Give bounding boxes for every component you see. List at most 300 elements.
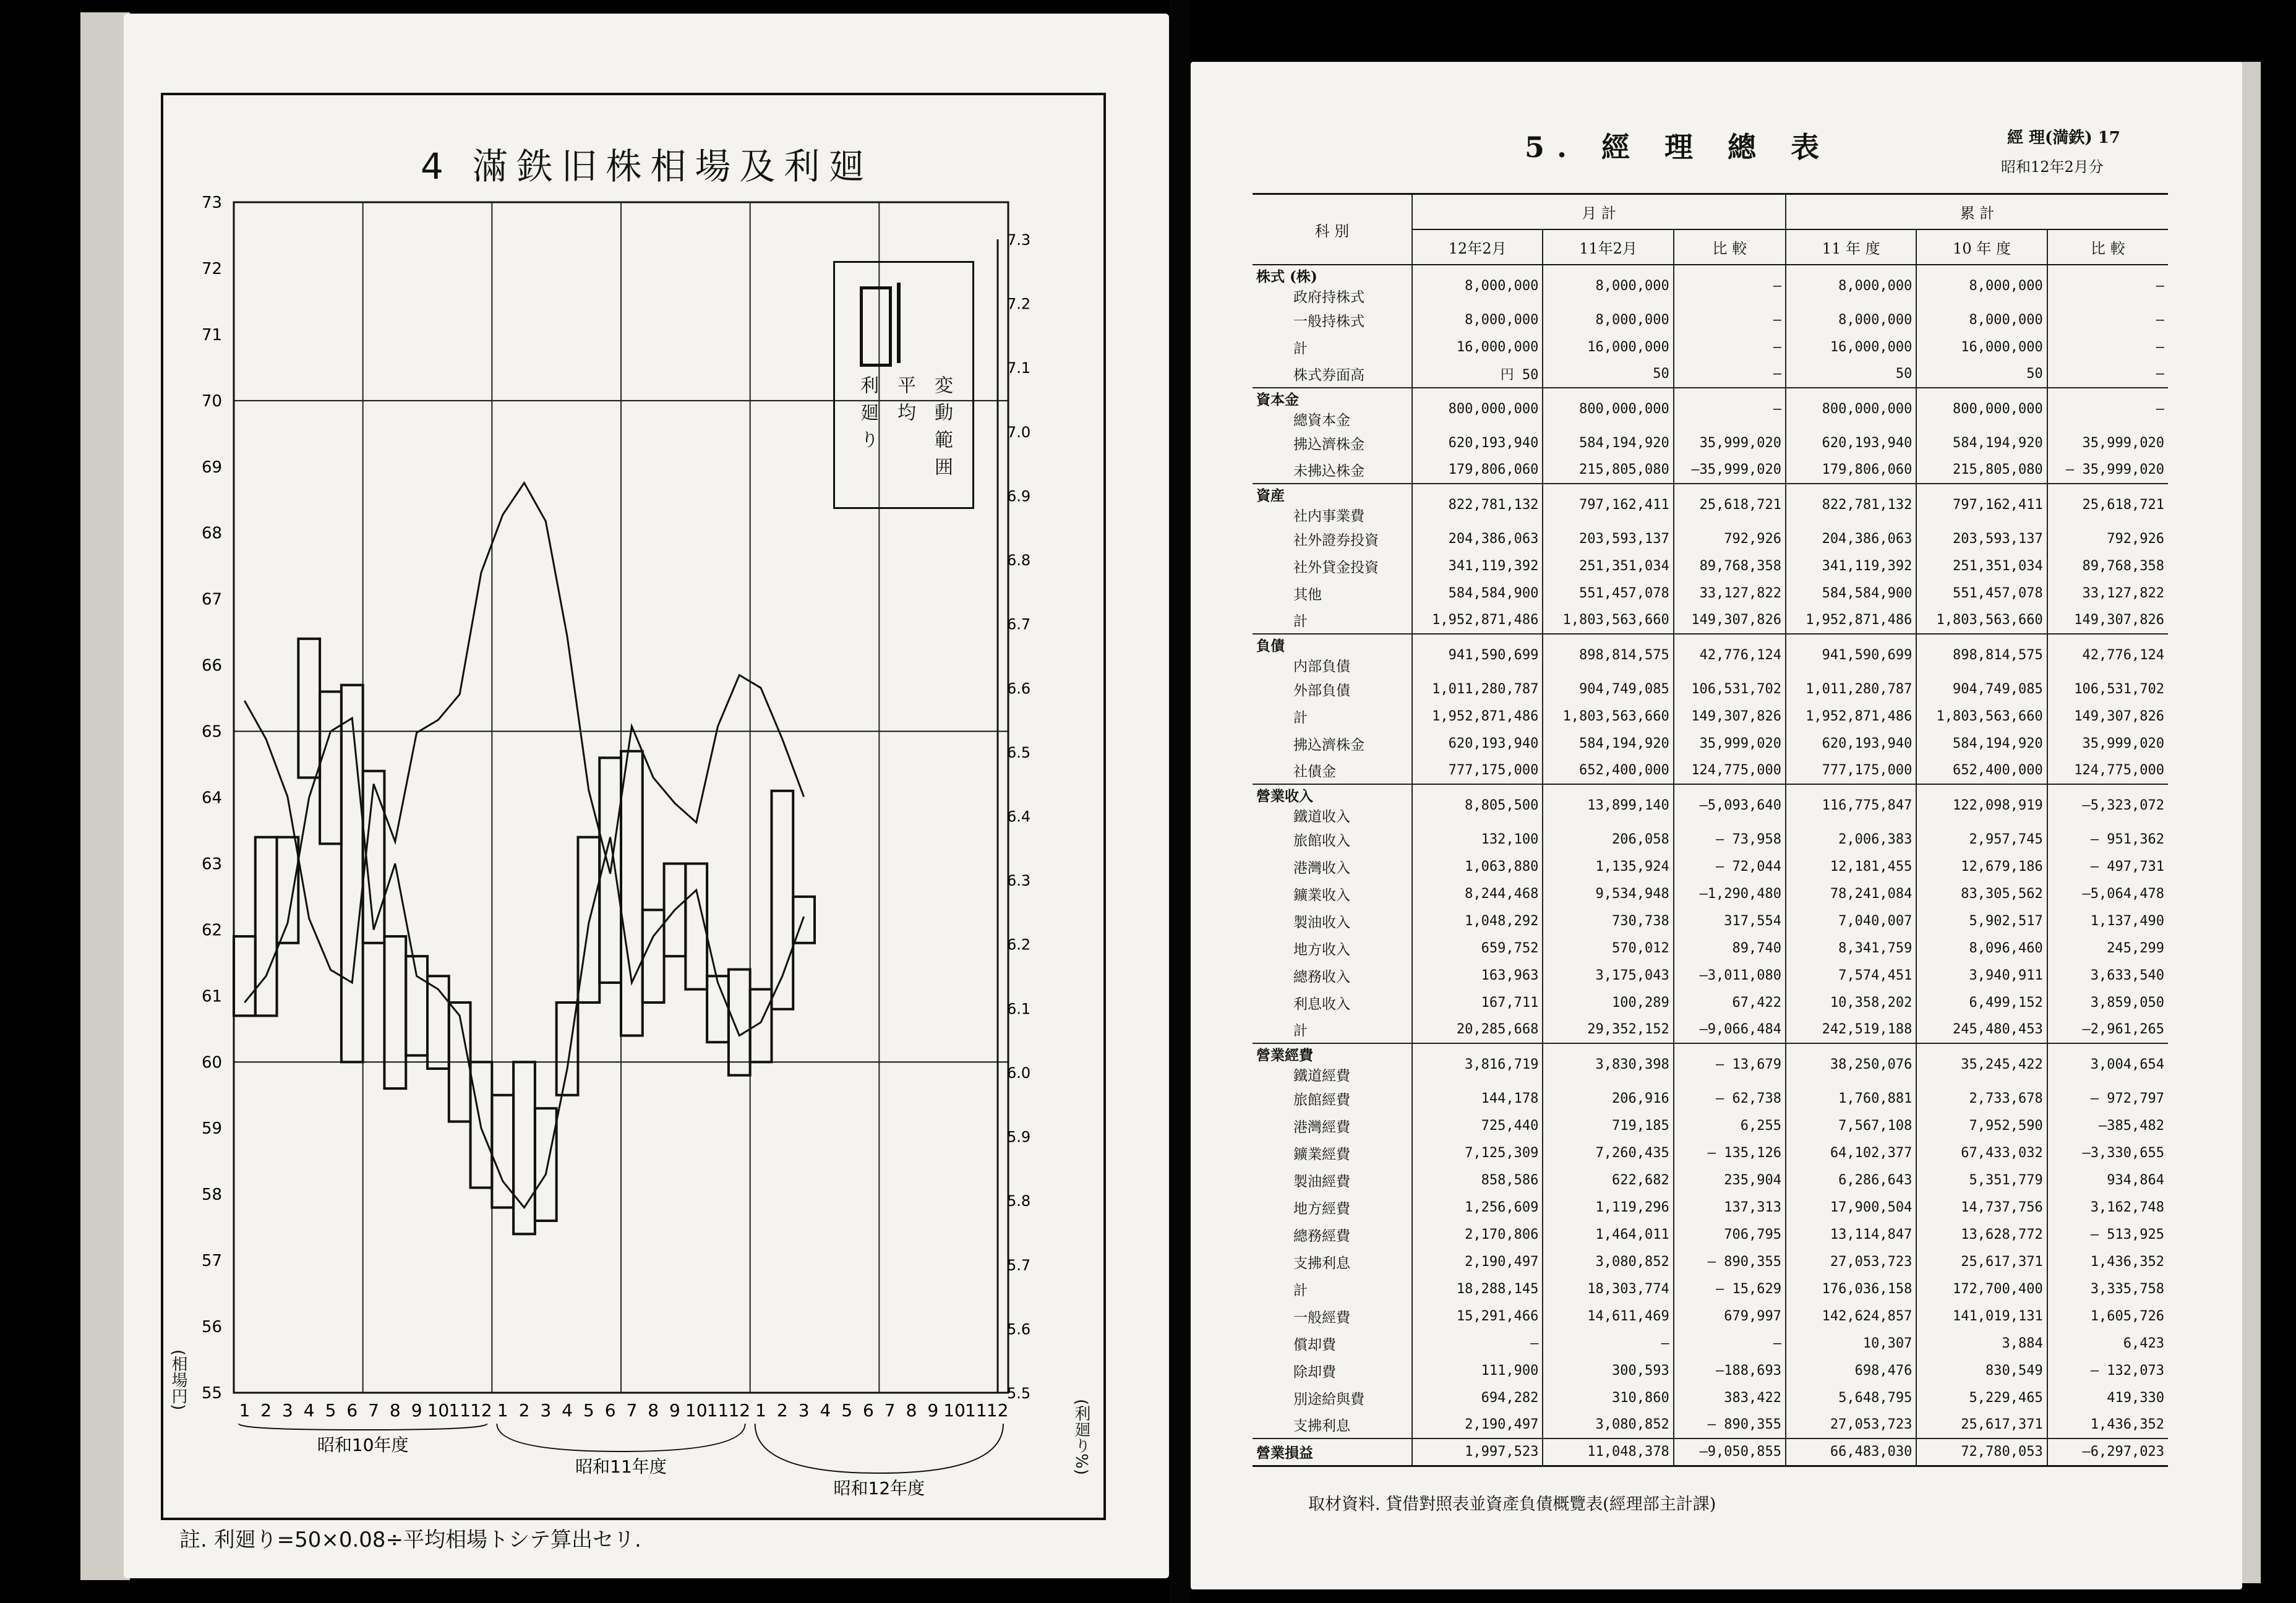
value-cell: 245,299: [2047, 934, 2168, 962]
value-cell: — 62,738: [1674, 1085, 1786, 1112]
row-label: 計: [1293, 613, 1308, 630]
value-cell: 830,549: [1916, 1357, 2047, 1384]
row-label: 利息收入: [1293, 996, 1350, 1012]
value-cell: 42,776,124: [1674, 634, 1786, 675]
value-cell: 858,586: [1412, 1166, 1543, 1194]
range-bar: [298, 639, 320, 778]
left-tick-label: 68: [202, 524, 223, 543]
row-label-cell: [1253, 1043, 1412, 1085]
row-label-cell: [1253, 429, 1412, 456]
year-bracket: [239, 1424, 487, 1430]
row-label-cell: [1253, 552, 1412, 579]
value-cell: 64,102,377: [1786, 1139, 1916, 1166]
value-cell: — 15,629: [1674, 1275, 1786, 1302]
col-header: 10 年 度: [1916, 229, 2047, 265]
value-cell: 904,749,085: [1916, 675, 2047, 703]
value-cell: —5,323,072: [2047, 784, 2168, 826]
value-cell: 1,760,881: [1786, 1085, 1916, 1112]
value-cell: 204,386,063: [1412, 525, 1543, 552]
value-cell: 8,341,759: [1786, 934, 1916, 962]
value-cell: 1,803,563,660: [1543, 703, 1673, 730]
table-row: [1253, 579, 2168, 607]
left-tick-label: 67: [202, 590, 223, 609]
legend-mean-label: 平均: [894, 375, 915, 430]
month-label: 4: [820, 1400, 831, 1421]
table-row: [1253, 1016, 2168, 1043]
row-label: 地方經費: [1293, 1200, 1350, 1217]
value-cell: 35,999,020: [2047, 730, 2168, 757]
value-cell: —3,011,080: [1674, 962, 1786, 989]
year-bracket: [755, 1424, 1003, 1473]
row-label: 株式券面高: [1293, 367, 1364, 383]
value-cell: 1,803,563,660: [1543, 607, 1673, 634]
col-header: 11 年 度: [1786, 229, 1916, 265]
value-cell: 50: [1786, 361, 1916, 388]
left-tick-label: 56: [202, 1318, 223, 1337]
row-label: 港灣經費: [1293, 1119, 1350, 1135]
month-label: 7: [368, 1400, 379, 1421]
table-row: [1253, 1194, 2168, 1221]
month-label: 7: [884, 1400, 896, 1421]
value-cell: 2,170,806: [1412, 1221, 1543, 1248]
value-cell: 3,004,654: [2047, 1043, 2168, 1085]
month-label: 6: [346, 1400, 358, 1421]
value-cell: 1,605,726: [2047, 1302, 2168, 1330]
value-cell: 66,483,030: [1786, 1438, 1916, 1466]
value-cell: 698,476: [1786, 1357, 1916, 1384]
value-cell: —: [1674, 361, 1786, 388]
month-label: 8: [389, 1400, 401, 1421]
left-tick-label: 66: [202, 656, 223, 675]
value-cell: 620,193,940: [1786, 730, 1916, 757]
month-label: 1: [497, 1400, 508, 1421]
row-label-cell: [1253, 1384, 1412, 1411]
value-cell: 242,519,188: [1786, 1016, 1916, 1043]
value-cell: 141,019,131: [1916, 1302, 2047, 1330]
value-cell: 106,531,702: [1674, 675, 1786, 703]
value-cell: —5,093,640: [1674, 784, 1786, 826]
value-cell: 383,422: [1674, 1384, 1786, 1411]
table-row: [1253, 1139, 2168, 1166]
value-cell: — 890,355: [1674, 1411, 1786, 1438]
value-cell: 7,040,007: [1786, 907, 1916, 934]
row-label-cell: [1253, 757, 1412, 784]
value-cell: 934,864: [2047, 1166, 2168, 1194]
left-tick-label: 65: [202, 722, 223, 742]
value-cell: 206,058: [1543, 826, 1673, 853]
value-cell: 694,282: [1412, 1384, 1543, 1411]
value-cell: 584,584,900: [1786, 579, 1916, 607]
value-cell: —: [1674, 306, 1786, 333]
value-cell: —: [2047, 306, 2168, 333]
value-cell: 898,814,575: [1916, 634, 2047, 675]
table-row: [1253, 306, 2168, 333]
value-cell: 551,457,078: [1916, 579, 2047, 607]
month-label: 12: [728, 1400, 751, 1421]
row-label: 支拂利息: [1293, 1418, 1350, 1434]
table-row: [1253, 1221, 2168, 1248]
value-cell: 6,255: [1674, 1112, 1786, 1139]
value-cell: 142,624,857: [1786, 1302, 1916, 1330]
month-label: 4: [562, 1400, 573, 1421]
value-cell: 18,288,145: [1412, 1275, 1543, 1302]
value-cell: 149,307,826: [2047, 703, 2168, 730]
row-label: 總資本金: [1293, 413, 1350, 429]
value-cell: 800,000,000: [1916, 388, 2047, 429]
value-cell: 33,127,822: [1674, 579, 1786, 607]
value-cell: 16,000,000: [1543, 333, 1673, 361]
value-cell: 124,775,000: [2047, 757, 2168, 784]
table-row: [1253, 1438, 2168, 1466]
value-cell: 67,433,032: [1916, 1139, 2047, 1166]
value-cell: 149,307,826: [2047, 607, 2168, 634]
value-cell: 8,244,468: [1412, 880, 1543, 907]
range-bar: [707, 976, 729, 1042]
row-group: 營業經費: [1256, 1047, 1313, 1064]
row-label-cell: [1253, 634, 1412, 675]
month-label: 3: [798, 1400, 810, 1421]
right-tick-label: 6.4: [1007, 808, 1031, 826]
value-cell: 822,781,132: [1412, 484, 1543, 525]
value-cell: —: [1674, 388, 1786, 429]
value-cell: 12,679,186: [1916, 853, 2047, 880]
left-tick-label: 73: [202, 194, 223, 212]
month-label: 11: [706, 1400, 729, 1421]
value-cell: 3,175,043: [1543, 962, 1673, 989]
value-cell: 8,000,000: [1543, 265, 1673, 306]
value-cell: 10,358,202: [1786, 989, 1916, 1016]
left-tick-label: 69: [202, 458, 223, 477]
left-axis-label: (相場円): [169, 1349, 187, 1411]
value-cell: 13,114,847: [1786, 1221, 1916, 1248]
value-cell: —188,693: [1674, 1357, 1786, 1384]
row-label: 別途給與費: [1293, 1391, 1364, 1408]
row-label-cell: [1253, 784, 1412, 826]
value-cell: 163,963: [1412, 962, 1543, 989]
month-label: 3: [540, 1400, 552, 1421]
value-cell: —9,050,855: [1674, 1438, 1786, 1466]
value-cell: 1,011,280,787: [1412, 675, 1543, 703]
month-label: 2: [518, 1400, 530, 1421]
value-cell: 111,900: [1412, 1357, 1543, 1384]
value-cell: 941,590,699: [1786, 634, 1916, 675]
value-cell: — 513,925: [2047, 1221, 2168, 1248]
value-cell: 25,617,371: [1916, 1411, 2047, 1438]
value-cell: 67,422: [1674, 989, 1786, 1016]
table-row: [1253, 525, 2168, 552]
value-cell: 800,000,000: [1412, 388, 1543, 429]
value-cell: 584,584,900: [1412, 579, 1543, 607]
value-cell: 797,162,411: [1916, 484, 2047, 525]
value-cell: 円 50: [1412, 361, 1543, 388]
row-label: 鐵道經費: [1293, 1068, 1350, 1084]
book-spine: [1169, 0, 1191, 1603]
left-tick-label: 58: [202, 1186, 223, 1205]
right-tick-label: 5.6: [1007, 1320, 1031, 1338]
right-tick-label: 5.5: [1007, 1385, 1031, 1402]
value-cell: 116,775,847: [1786, 784, 1916, 826]
row-label-cell: [1253, 1302, 1412, 1330]
value-cell: —35,999,020: [1674, 456, 1786, 484]
value-cell: 83,305,562: [1916, 880, 2047, 907]
month-label: 9: [669, 1400, 680, 1421]
value-cell: 14,611,469: [1543, 1302, 1673, 1330]
table-row: [1253, 429, 2168, 456]
table-row: [1253, 934, 2168, 962]
value-cell: 203,593,137: [1543, 525, 1673, 552]
year-label: 昭和12年度: [833, 1478, 925, 1498]
value-cell: 14,737,756: [1916, 1194, 2047, 1221]
month-label: 5: [325, 1400, 336, 1421]
month-label: 10: [943, 1400, 966, 1421]
value-cell: 35,999,020: [1674, 429, 1786, 456]
month-label: 1: [755, 1400, 766, 1421]
value-cell: 898,814,575: [1543, 634, 1673, 675]
value-cell: —5,064,478: [2047, 880, 2168, 907]
row-label: 拂込濟株金: [1293, 436, 1364, 453]
left-tick-label: 57: [202, 1252, 223, 1271]
value-cell: 3,859,050: [2047, 989, 2168, 1016]
table-row: [1253, 989, 2168, 1016]
value-cell: 2,957,745: [1916, 826, 2047, 853]
value-cell: 204,386,063: [1786, 525, 1916, 552]
value-cell: 1,952,871,486: [1412, 607, 1543, 634]
value-cell: —2,961,265: [2047, 1016, 2168, 1043]
value-cell: 792,926: [2047, 525, 2168, 552]
range-bar: [535, 1108, 557, 1221]
row-label: 社内事業費: [1293, 508, 1364, 524]
row-label-cell: [1253, 1194, 1412, 1221]
row-label-cell: [1253, 456, 1412, 484]
table-row: [1253, 880, 2168, 907]
table-row: [1253, 1384, 2168, 1411]
right-tick-label: 7.3: [1007, 231, 1031, 249]
value-cell: 8,000,000: [1916, 265, 2047, 306]
value-cell: 179,806,060: [1412, 456, 1543, 484]
row-label: 内部負債: [1293, 659, 1350, 675]
table-row: [1253, 784, 2168, 826]
value-cell: 137,313: [1674, 1194, 1786, 1221]
value-cell: 5,648,795: [1786, 1384, 1916, 1411]
value-cell: 16,000,000: [1412, 333, 1543, 361]
table-row: [1253, 333, 2168, 361]
left-page: [124, 14, 1169, 1578]
value-cell: 78,241,084: [1786, 880, 1916, 907]
value-cell: 652,400,000: [1543, 757, 1673, 784]
row-label-cell: [1253, 1221, 1412, 1248]
value-cell: — 497,731: [2047, 853, 2168, 880]
value-cell: 2,006,383: [1786, 826, 1916, 853]
right-tick-label: 6.0: [1007, 1064, 1031, 1082]
right-tick-label: 5.9: [1007, 1128, 1031, 1146]
value-cell: 176,036,158: [1786, 1275, 1916, 1302]
range-bar: [234, 936, 255, 1015]
value-cell: 2,733,678: [1916, 1085, 2047, 1112]
value-cell: 3,080,852: [1543, 1411, 1673, 1438]
row-label: 社外貸金投資: [1293, 559, 1379, 576]
row-label: 計: [1293, 340, 1308, 357]
table-row: [1253, 1275, 2168, 1302]
row-label: 政府持株式: [1293, 289, 1364, 306]
row-label-cell: [1253, 265, 1412, 306]
value-cell: 1,063,880: [1412, 853, 1543, 880]
chart-title: 4 滿鉄旧株相場及利廻: [421, 145, 873, 187]
value-cell: 203,593,137: [1916, 525, 2047, 552]
value-cell: 17,900,504: [1786, 1194, 1916, 1221]
range-bar: [320, 691, 341, 844]
right-tick-label: 7.0: [1007, 423, 1031, 441]
right-tick-label: 6.6: [1007, 680, 1031, 698]
table-row: [1253, 607, 2168, 634]
value-cell: —385,482: [2047, 1112, 2168, 1139]
month-label: 4: [303, 1400, 315, 1421]
value-cell: 106,531,702: [2047, 675, 2168, 703]
table-row: [1253, 1112, 2168, 1139]
value-cell: 245,480,453: [1916, 1016, 2047, 1043]
value-cell: 179,806,060: [1786, 456, 1916, 484]
row-label: 製油收入: [1293, 914, 1350, 931]
year-bracket: [497, 1424, 745, 1451]
value-cell: 1,997,523: [1412, 1438, 1543, 1466]
value-cell: 8,000,000: [1786, 265, 1916, 306]
row-label: 鑛業收入: [1293, 887, 1350, 904]
row-label-cell: [1253, 333, 1412, 361]
row-label: 製油經費: [1293, 1173, 1350, 1190]
value-cell: 13,628,772: [1916, 1221, 2047, 1248]
value-cell: 1,464,011: [1543, 1221, 1673, 1248]
value-cell: — 35,999,020: [2047, 456, 2168, 484]
left-tick-label: 60: [202, 1053, 223, 1072]
value-cell: 7,567,108: [1786, 1112, 1916, 1139]
value-cell: 719,185: [1543, 1112, 1673, 1139]
row-label: 鐵道收入: [1293, 809, 1350, 825]
value-cell: 27,053,723: [1786, 1411, 1916, 1438]
value-cell: —6,297,023: [2047, 1438, 2168, 1466]
table-row: [1253, 1330, 2168, 1357]
value-cell: —: [1674, 265, 1786, 306]
value-cell: —3,330,655: [2047, 1139, 2168, 1166]
value-cell: 7,125,309: [1412, 1139, 1543, 1166]
value-cell: 822,781,132: [1786, 484, 1916, 525]
row-label: 總務經費: [1293, 1228, 1350, 1244]
month-label: 9: [411, 1400, 422, 1421]
value-cell: — 132,073: [2047, 1357, 2168, 1384]
row-label-cell: [1253, 306, 1412, 333]
date-label: 昭和12年2月分: [2001, 158, 2104, 176]
value-cell: 584,194,920: [1543, 429, 1673, 456]
value-cell: —: [2047, 265, 2168, 306]
value-cell: 8,000,000: [1412, 306, 1543, 333]
value-cell: 2,190,497: [1412, 1248, 1543, 1275]
range-bar: [255, 837, 277, 1016]
value-cell: 38,250,076: [1786, 1043, 1916, 1085]
value-cell: 72,780,053: [1916, 1438, 2047, 1466]
month-label: 5: [841, 1400, 853, 1421]
right-tick-label: 7.2: [1007, 295, 1031, 313]
value-cell: 1,803,563,660: [1916, 703, 2047, 730]
right-axis-label: (利廻り%): [1072, 1399, 1090, 1475]
value-cell: 8,000,000: [1412, 265, 1543, 306]
legend-range-symbol: [860, 286, 892, 367]
row-label: 拂込濟株金: [1293, 737, 1364, 753]
value-cell: 659,752: [1412, 934, 1543, 962]
value-cell: 679,997: [1674, 1302, 1786, 1330]
row-label-cell: [1253, 853, 1412, 880]
month-label: 10: [427, 1400, 450, 1421]
table-row: [1253, 703, 2168, 730]
value-cell: —: [1674, 333, 1786, 361]
row-label-cell: [1253, 1016, 1412, 1043]
value-cell: —: [1674, 1330, 1786, 1357]
value-cell: 6,286,643: [1786, 1166, 1916, 1194]
value-cell: 7,260,435: [1543, 1139, 1673, 1166]
right-tick-label: 6.5: [1007, 743, 1031, 761]
value-cell: 25,618,721: [2047, 484, 2168, 525]
value-cell: —: [1412, 1330, 1543, 1357]
value-cell: 122,098,919: [1916, 784, 2047, 826]
value-cell: — 890,355: [1674, 1248, 1786, 1275]
table-row: [1253, 1248, 2168, 1275]
finance-table-body: [1253, 265, 2168, 1466]
value-cell: 35,999,020: [2047, 429, 2168, 456]
table-row: [1253, 1357, 2168, 1384]
table-row: [1253, 962, 2168, 989]
table-row: [1253, 853, 2168, 880]
row-label-cell: [1253, 880, 1412, 907]
row-label-cell: [1253, 361, 1412, 388]
right-tick-label: 6.1: [1007, 1000, 1031, 1018]
right-tick-label: 7.1: [1007, 359, 1031, 377]
row-label-cell: [1253, 484, 1412, 525]
value-cell: 341,119,392: [1786, 552, 1916, 579]
row-label: 鑛業經費: [1293, 1146, 1350, 1163]
row-label: 未拂込株金: [1293, 463, 1364, 479]
left-tick-label: 63: [202, 855, 223, 874]
row-label: 港灣收入: [1293, 860, 1350, 876]
value-cell: 3,335,758: [2047, 1275, 2168, 1302]
value-cell: 18,303,774: [1543, 1275, 1673, 1302]
value-cell: 215,805,080: [1543, 456, 1673, 484]
col-header: 比 較: [2047, 229, 2168, 265]
month-label: 11: [965, 1400, 987, 1421]
month-label: 7: [626, 1400, 638, 1421]
table-row: [1253, 388, 2168, 429]
value-cell: 3,830,398: [1543, 1043, 1673, 1085]
value-cell: 7,574,451: [1786, 962, 1916, 989]
row-label: 一般經費: [1293, 1309, 1350, 1326]
row-label-cell: [1253, 579, 1412, 607]
value-cell: 8,000,000: [1916, 306, 2047, 333]
page-edges-left: [80, 12, 130, 1580]
value-cell: 317,554: [1674, 907, 1786, 934]
row-label-cell: [1253, 703, 1412, 730]
value-cell: 25,617,371: [1916, 1248, 2047, 1275]
value-cell: 50: [1916, 361, 2047, 388]
value-cell: 5,902,517: [1916, 907, 2047, 934]
value-cell: 33,127,822: [2047, 579, 2168, 607]
value-cell: 652,400,000: [1916, 757, 2047, 784]
value-cell: 251,351,034: [1916, 552, 2047, 579]
left-tick-label: 71: [202, 325, 223, 344]
right-tick-label: 5.8: [1007, 1192, 1031, 1210]
right-page: [1191, 62, 2242, 1589]
value-cell: 8,000,000: [1543, 306, 1673, 333]
table-row: [1253, 907, 2168, 934]
value-cell: —9,066,484: [1674, 1016, 1786, 1043]
value-cell: 2,190,497: [1412, 1411, 1543, 1438]
value-cell: —1,290,480: [1674, 880, 1786, 907]
row-label-cell: [1253, 934, 1412, 962]
